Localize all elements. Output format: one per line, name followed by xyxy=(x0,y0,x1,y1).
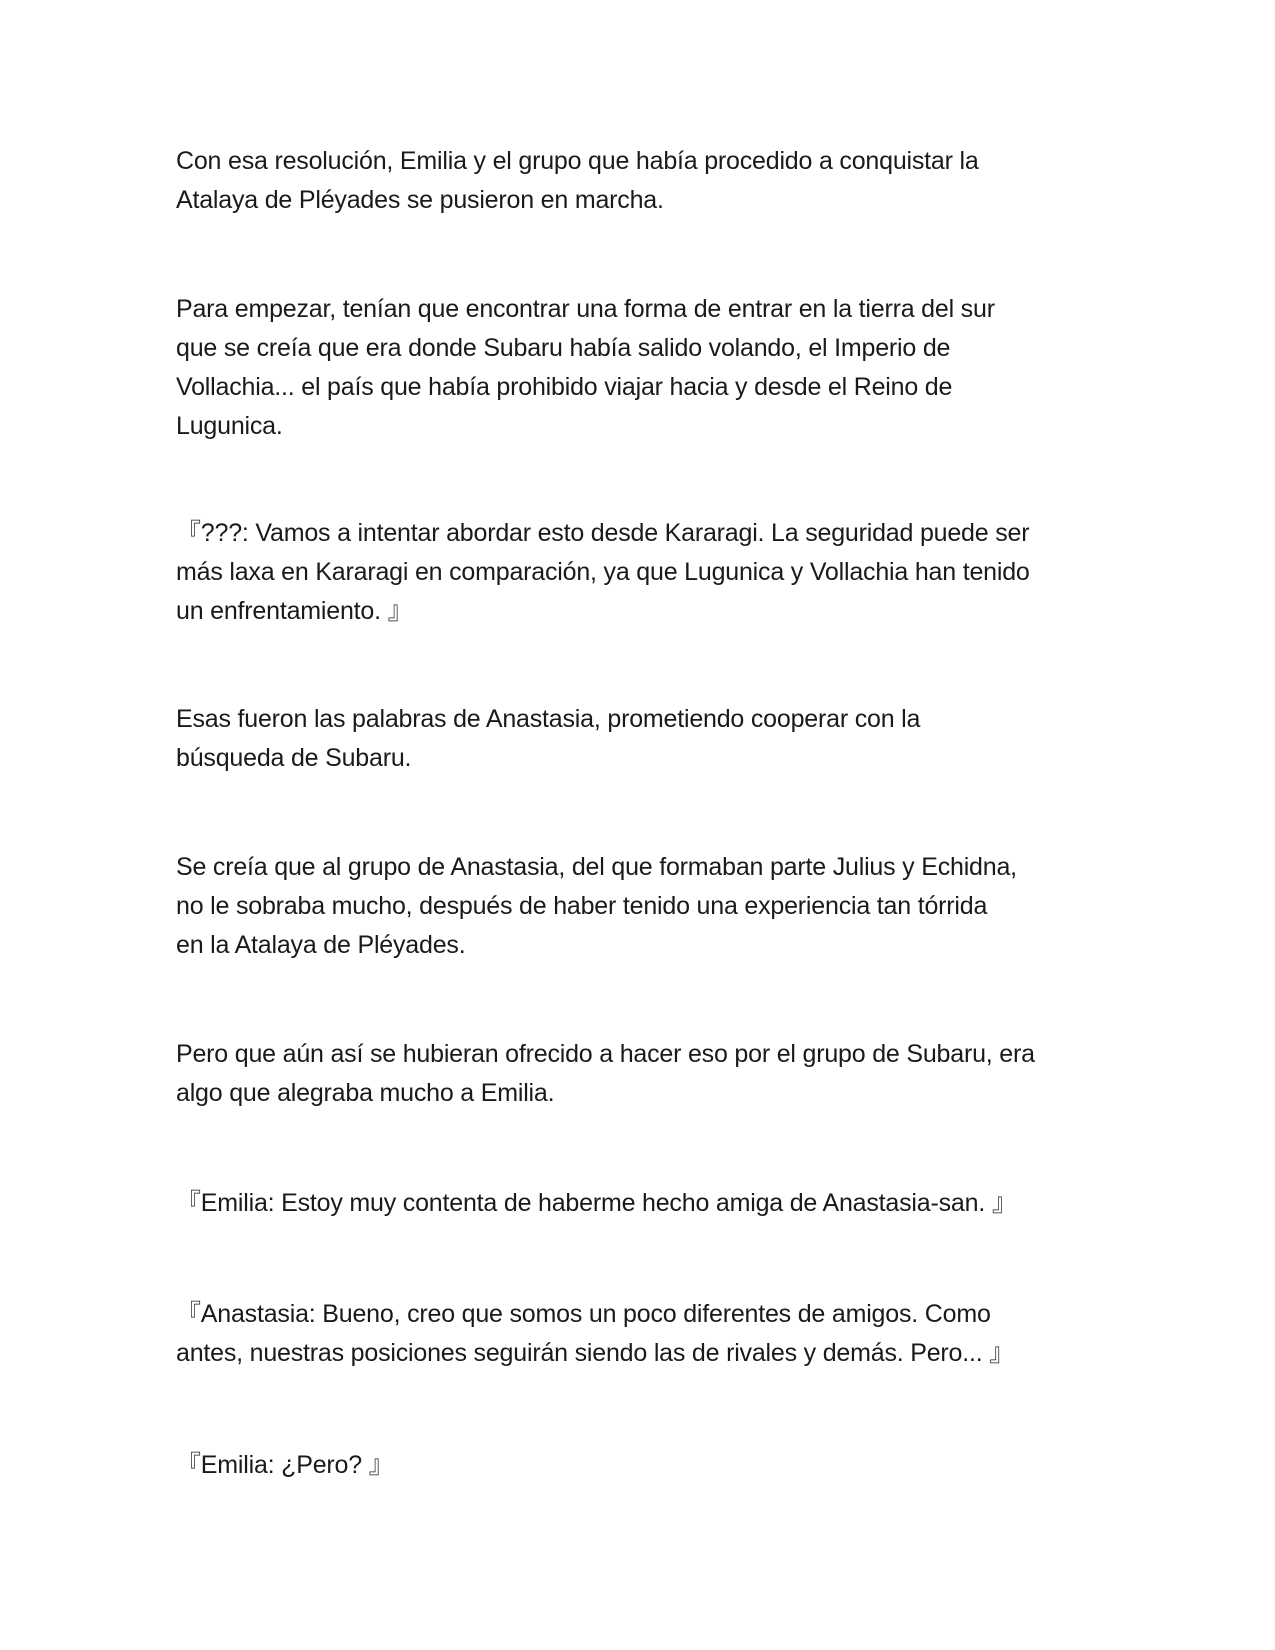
paragraph-anastasia-group: Se creía que al grupo de Anastasia, del que formaban parte Julius y Echidna, no le sobraba mucho, después de haber tenido una experiencia tan tórrida en la Atalaya de Pléyades. xyxy=(176,853,1017,959)
dialogue-unknown-kararagi: 『???: Vamos a intentar abordar esto desde Kararagi. La seguridad puede ser más laxa en Kararagi en comparación, ya que Lugunica y Vollachia han tenido un enfrentamiento. 』 xyxy=(176,519,1030,625)
paragraph-emilia-happy: Pero que aún así se hubieran ofrecido a hacer eso por el grupo de Subaru, era algo que alegraba mucho a Emilia. xyxy=(176,1040,1035,1107)
dialogue-anastasia-rivals: 『Anastasia: Bueno, creo que somos un poco diferentes de amigos. Como antes, nuestras posiciones seguirán siendo las de rivales y demás. Pero... 』 xyxy=(176,1300,1015,1367)
paragraph-resolution: Con esa resolución, Emilia y el grupo que había procedido a conquistar la Atalaya de Pléyades se pusieron en marcha. xyxy=(176,147,979,214)
paragraph-southern-land: Para empezar, tenían que encontrar una forma de entrar en la tierra del sur que se creía que era donde Subaru había salido volando, el Imperio de Vollachia... el país que había prohibido viajar hacia y desde el Reino de Lugunica. xyxy=(176,295,995,440)
paragraph-anastasia-words: Esas fueron las palabras de Anastasia, prometiendo cooperar con la búsqueda de Subaru. xyxy=(176,705,921,772)
dialogue-emilia-pero: 『Emilia: ¿Pero? 』 xyxy=(176,1451,394,1479)
dialogue-emilia-friend: 『Emilia: Estoy muy contenta de haberme hecho amiga de Anastasia-san. 』 xyxy=(176,1189,1017,1217)
